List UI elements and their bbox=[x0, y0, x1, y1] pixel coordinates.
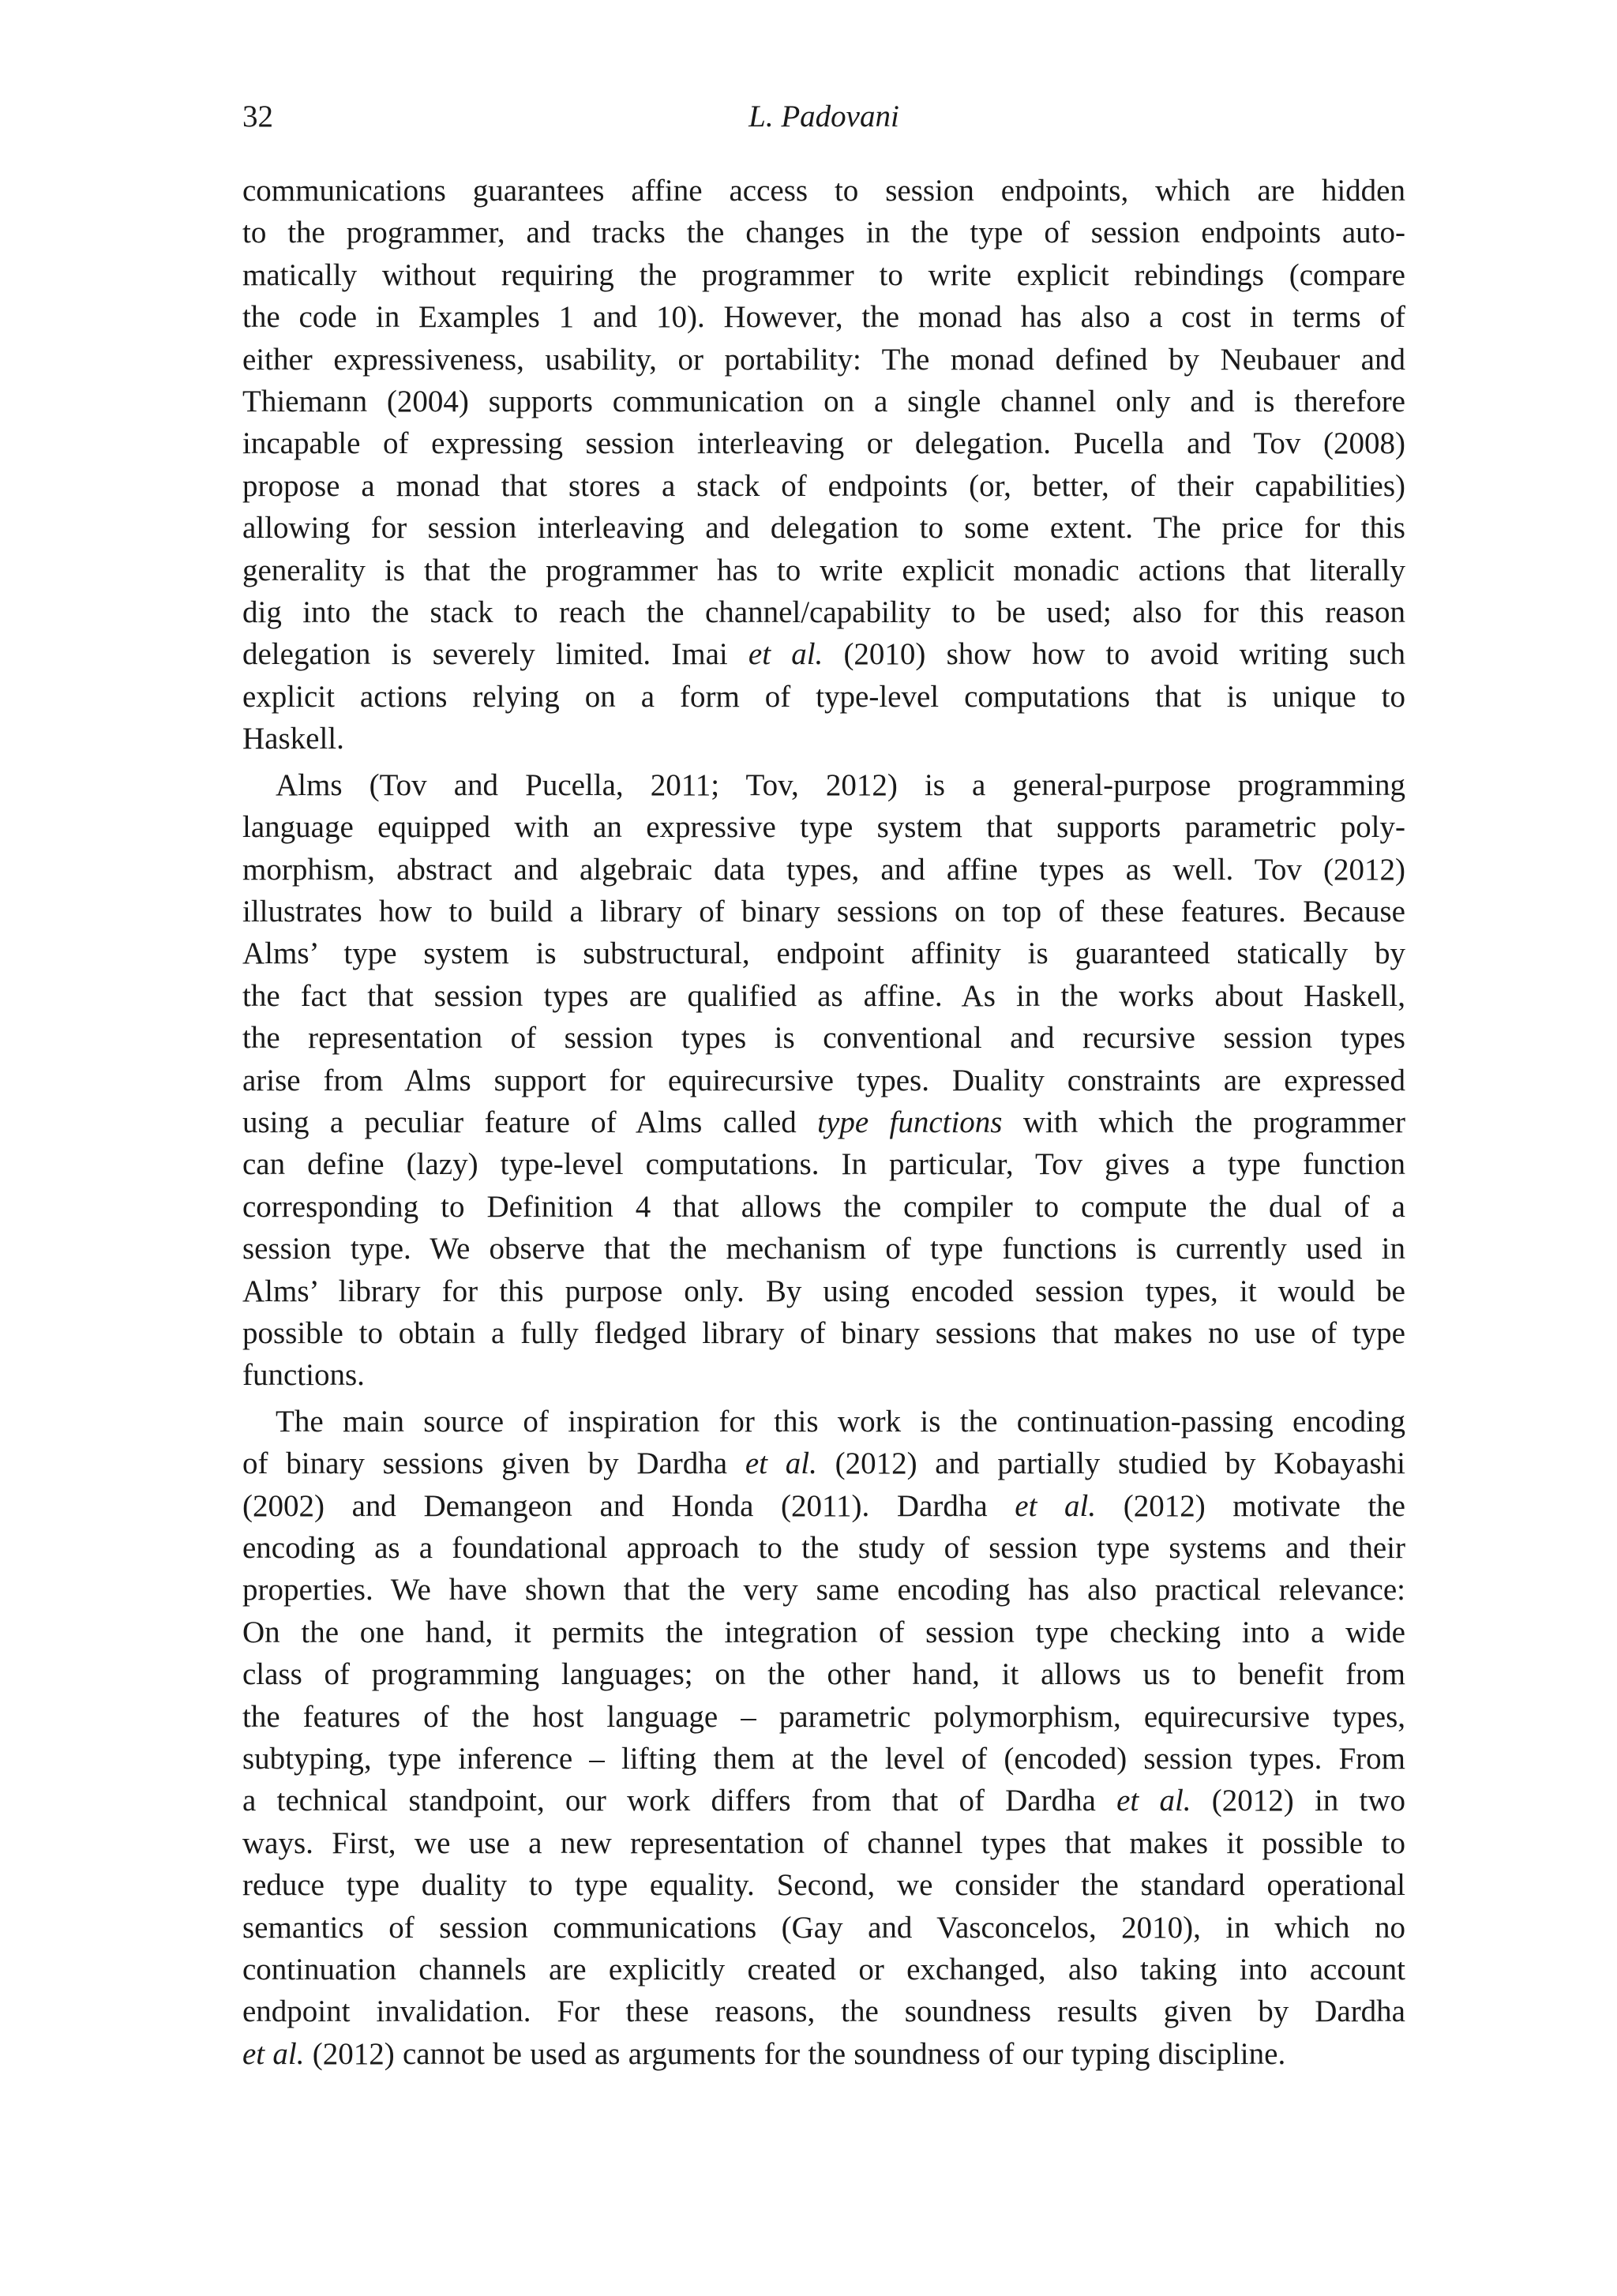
text-line bbox=[242, 1822, 1405, 1864]
text-segment: semantics of session communications (Gay and Vasconcelos, 2010), in which no bbox=[242, 1910, 1405, 1945]
text-line bbox=[242, 339, 1405, 381]
text-segment: illustrates how to build a library of binary sessions on top of these features. Because bbox=[242, 894, 1405, 929]
text-line bbox=[242, 170, 1405, 212]
text-segment: generality is that the programmer has to write explicit monadic actions that literally bbox=[242, 553, 1405, 587]
text-line bbox=[242, 1143, 1405, 1185]
text-line bbox=[242, 1101, 1405, 1143]
text-segment: subtyping, type inference – lifting them at the level of (encoded) session types. From bbox=[242, 1742, 1405, 1776]
text-line bbox=[242, 254, 1405, 296]
italic-text: et al. bbox=[1116, 1784, 1191, 1818]
text-segment: either expressiveness, usability, or portability: The monad defined by Neubauer and bbox=[242, 342, 1405, 377]
text-segment: of binary sessions given by Dardha bbox=[242, 1446, 745, 1481]
text-segment: corresponding to Definition 4 that allows the compiler to compute the dual of a bbox=[242, 1189, 1405, 1224]
italic-text: et al. bbox=[242, 2036, 305, 2071]
text-segment: arise from Alms support for equirecursive types. Duality constraints are expressed bbox=[242, 1063, 1405, 1097]
text-line bbox=[242, 1485, 1405, 1527]
text-segment: Alms’ type system is substructural, endpoint affinity is guaranteed statically by bbox=[242, 936, 1405, 971]
text-line bbox=[242, 422, 1405, 464]
text-line bbox=[242, 1780, 1405, 1821]
text-segment: propose a monad that stores a stack of endpoints (or, better, of their capabilities) bbox=[242, 468, 1405, 503]
text-segment: the representation of session types is conventional and recursive session types bbox=[242, 1021, 1405, 1056]
text-line bbox=[242, 1443, 1405, 1484]
text-line bbox=[242, 550, 1405, 591]
body-text bbox=[242, 170, 1405, 2079]
text-segment: language equipped with an expressive type system that supports parametric poly- bbox=[242, 810, 1405, 845]
text-segment: delegation is severely limited. Imai bbox=[242, 637, 748, 672]
text-segment: using a peculiar feature of Alms called bbox=[242, 1105, 818, 1139]
text-line bbox=[242, 1186, 1405, 1228]
text-segment: allowing for session interleaving and delegation to some extent. The price for this bbox=[242, 511, 1405, 546]
text-segment: a technical standpoint, our work differs from that of Dardha bbox=[242, 1784, 1117, 1818]
text-segment: reduce type duality to type equality. Second, we consider the standard operational bbox=[242, 1868, 1405, 1903]
text-segment: continuation channels are explicitly created or exchanged, also taking into account bbox=[242, 1953, 1405, 1987]
text-segment: Haskell. bbox=[242, 722, 344, 756]
text-line bbox=[242, 1060, 1405, 1101]
text-segment: incapable of expressing session interleaving or delegation. Pucella and Tov (2008) bbox=[242, 426, 1405, 461]
italic-text: et al. bbox=[1015, 1488, 1097, 1523]
running-title: L. Padovani bbox=[748, 99, 899, 133]
text-segment: Alms’ library for this purpose only. By using encoded session types, it would be bbox=[242, 1274, 1405, 1308]
text-line bbox=[242, 296, 1405, 338]
text-segment: (2012) motivate the bbox=[1096, 1488, 1405, 1523]
text-line bbox=[242, 764, 1405, 806]
text-line bbox=[242, 891, 1405, 932]
text-segment: explicit actions relying on a form of type-level computations that is unique to bbox=[242, 679, 1405, 714]
text-segment: the features of the host language – parametric polymorphism, equirecursive types, bbox=[242, 1699, 1405, 1734]
text-line bbox=[242, 1401, 1405, 1443]
text-line bbox=[242, 1017, 1405, 1059]
text-line bbox=[242, 1527, 1405, 1569]
text-segment: encoding as a foundational approach to the study of session type systems and their bbox=[242, 1531, 1405, 1565]
text-segment: Thiemann (2004) supports communication on a single channel only and is therefore bbox=[242, 385, 1405, 419]
text-line bbox=[242, 465, 1405, 507]
text-line bbox=[242, 676, 1405, 718]
text-segment: (2012) in two bbox=[1191, 1784, 1405, 1818]
text-segment: the fact that session types are qualified as affine. As in the works about Haskell, bbox=[242, 978, 1405, 1013]
text-line bbox=[242, 1611, 1405, 1653]
paragraph bbox=[242, 170, 1405, 760]
text-line bbox=[242, 591, 1405, 633]
text-segment: endpoint invalidation. For these reasons, the soundness results given by Dardha bbox=[242, 1994, 1405, 2029]
text-line bbox=[242, 633, 1405, 675]
text-segment: to the programmer, and tracks the changes in the type of session endpoints auto- bbox=[242, 216, 1405, 250]
text-segment: functions. bbox=[242, 1358, 365, 1393]
text-line bbox=[242, 932, 1405, 974]
text-segment: can define (lazy) type-level computations. In particular, Tov gives a type function bbox=[242, 1147, 1405, 1182]
text-line bbox=[242, 2033, 1405, 2075]
text-line bbox=[242, 718, 1405, 760]
text-segment: the code in Examples 1 and 10). However, the monad has also a cost in terms of bbox=[242, 300, 1405, 335]
text-line bbox=[242, 1949, 1405, 1990]
text-segment: (2012) and partially studied by Kobayashi bbox=[816, 1446, 1405, 1481]
text-line bbox=[242, 1653, 1405, 1695]
italic-text: et al. bbox=[745, 1446, 817, 1481]
text-line bbox=[242, 1569, 1405, 1611]
text-line bbox=[242, 381, 1405, 422]
text-line bbox=[242, 806, 1405, 848]
text-segment: class of programming languages; on the other hand, it allows us to benefit from bbox=[242, 1657, 1405, 1692]
text-segment: (2002) and Demangeon and Honda (2011). Dardha bbox=[242, 1488, 1015, 1523]
text-line bbox=[242, 1907, 1405, 1949]
text-segment: The main source of inspiration for this work is the continuation-passing encoding bbox=[276, 1404, 1405, 1439]
page-number: 32 bbox=[242, 99, 273, 133]
text-segment: (2010) show how to avoid writing such bbox=[823, 637, 1405, 672]
text-segment: communications guarantees affine access to session endpoints, which are hidden bbox=[242, 174, 1405, 208]
text-line bbox=[242, 212, 1405, 253]
text-segment: properties. We have shown that the very same encoding has also practical relevance: bbox=[242, 1573, 1405, 1608]
text-segment: Alms (Tov and Pucella, 2011; Tov, 2012) is a general-purpose programming bbox=[276, 767, 1405, 802]
text-line bbox=[242, 1696, 1405, 1738]
paragraph bbox=[242, 764, 1405, 1397]
text-line bbox=[242, 1312, 1405, 1354]
text-line bbox=[242, 1270, 1405, 1312]
text-line bbox=[242, 507, 1405, 549]
text-line bbox=[242, 975, 1405, 1017]
text-segment: ways. First, we use a new representation of channel types that makes it possible to bbox=[242, 1825, 1405, 1860]
text-segment: with which the programmer bbox=[1002, 1105, 1406, 1139]
italic-text: et al. bbox=[748, 637, 824, 672]
text-line bbox=[242, 849, 1405, 891]
text-segment: matically without requiring the programmer to write explicit rebindings (compare bbox=[242, 257, 1405, 292]
text-segment: session type. We observe that the mechanism of type functions is currently used in bbox=[242, 1232, 1405, 1266]
text-segment: (2012) cannot be used as arguments for the soundness of our typing discipline. bbox=[304, 2036, 1286, 2071]
text-line bbox=[242, 1990, 1405, 2032]
text-segment: dig into the stack to reach the channel/capability to be used; also for this reason bbox=[242, 595, 1405, 630]
text-segment: morphism, abstract and algebraic data types, and affine types as well. Tov (2012) bbox=[242, 852, 1405, 887]
paragraph bbox=[242, 1401, 1405, 2076]
text-segment: On the one hand, it permits the integration of session type checking into a wide bbox=[242, 1615, 1405, 1649]
italic-text: type functions bbox=[817, 1105, 1003, 1139]
text-segment: possible to obtain a fully fledged library of binary sessions that makes no use of type bbox=[242, 1315, 1405, 1350]
text-line bbox=[242, 1864, 1405, 1906]
text-line bbox=[242, 1738, 1405, 1780]
text-line bbox=[242, 1354, 1405, 1396]
running-head bbox=[242, 93, 1405, 141]
text-line bbox=[242, 1228, 1405, 1270]
